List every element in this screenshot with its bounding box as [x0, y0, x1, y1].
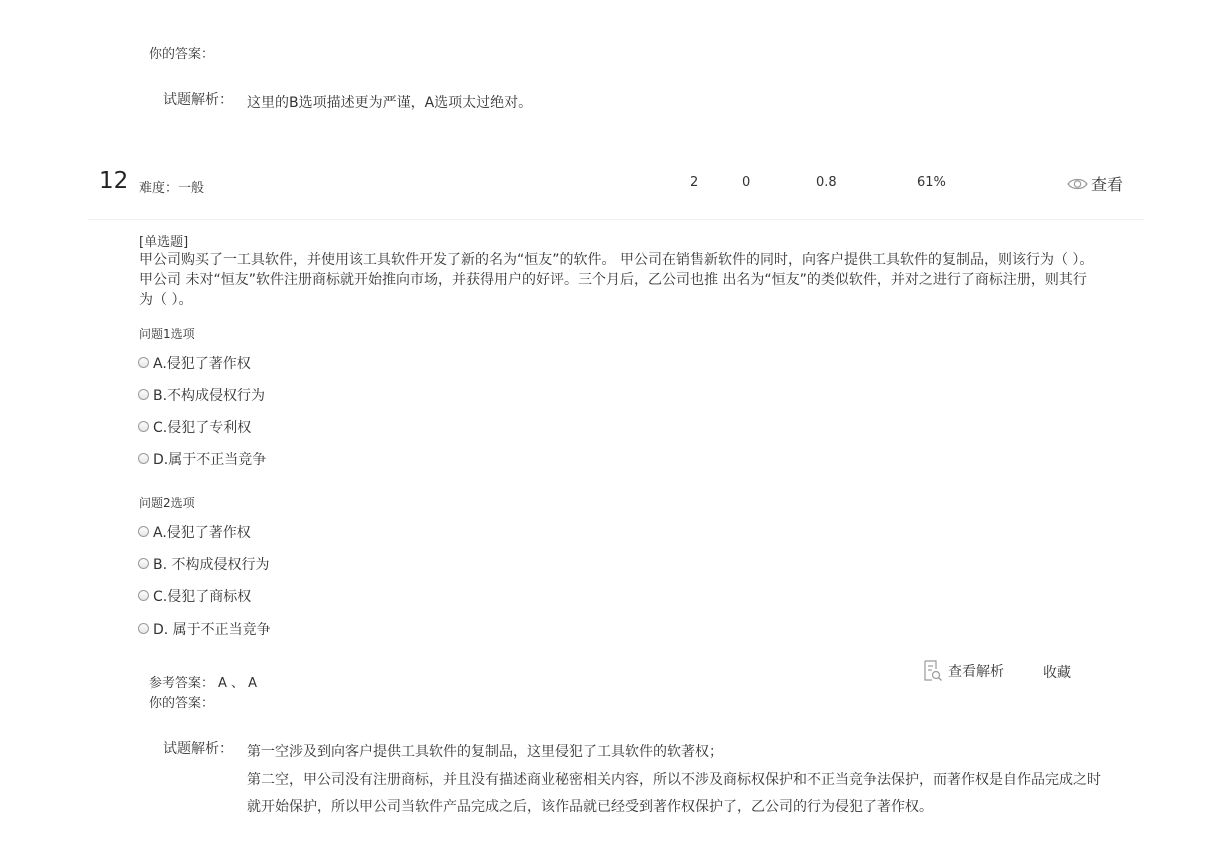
- radio-button[interactable]: [138, 389, 149, 400]
- view-label: 查看: [1091, 175, 1124, 194]
- analysis-line-2: 第二空，甲公司没有注册商标，并且没有描述商业秘密相关内容，所以不涉及商标权保护和不正当竞争法保护，而著作权是自作品完成之时: [247, 772, 1101, 788]
- radio-button[interactable]: [138, 558, 149, 569]
- q2-option-b[interactable]: B. 不构成侵权行为: [138, 554, 270, 574]
- q2-option-d[interactable]: D. 属于不正当竞争: [138, 619, 271, 639]
- analysis-line-1: 第一空涉及到向客户提供工具软件的复制品，这里侵犯了工具软件的软著权；: [247, 744, 723, 760]
- q1-option-c[interactable]: C.侵犯了专利权: [138, 417, 251, 437]
- view-button[interactable]: [1067, 172, 1123, 195]
- stat-1: 2: [690, 175, 699, 190]
- difficulty: [139, 177, 204, 196]
- question-type: [单选题]: [139, 235, 189, 250]
- difficulty-label: 难度：: [139, 181, 179, 196]
- your-answer-label: 你的答案：: [149, 47, 215, 62]
- eye-icon: [1067, 177, 1088, 191]
- radio-button[interactable]: [138, 590, 149, 601]
- radio-button[interactable]: [138, 623, 149, 634]
- q2-option-c[interactable]: C.侵犯了商标权: [138, 586, 251, 606]
- question-text: 甲公司购买了一工具软件，并使用该工具软件开发了新的名为“恒友”的软件。 甲公司在销售新软件的同时，向客户提供工具软件的复制品，则该行为（ ）。甲公司 未对“恒友”软件注册商标就开始推向市场，并获得用户的好评。三个月后，乙公司也推 出名为“恒友”的类似软件，并对之进行了商标注册，则其行为（ ）。: [139, 252, 1094, 308]
- view-analysis-button[interactable]: [923, 660, 1004, 682]
- reference-answer: [149, 672, 257, 691]
- analysis-label-2: 试题解析：: [163, 741, 233, 757]
- reference-answer-value: A 、 A: [218, 676, 258, 691]
- analysis-line-3: 就开始保护，所以甲公司当软件产品完成之后，该作品就已经受到著作权保护了，乙公司的行为侵犯了著作权。: [247, 799, 933, 815]
- view-analysis-label: 查看解析: [948, 664, 1004, 680]
- favorite-button[interactable]: 收藏: [1043, 665, 1071, 681]
- q2-option-a[interactable]: A.侵犯了著作权: [138, 522, 251, 542]
- question-number: 12: [99, 168, 129, 194]
- stat-4: 61%: [917, 175, 946, 190]
- q1-option-b[interactable]: B.不构成侵权行为: [138, 385, 265, 405]
- q1-option-a[interactable]: A.侵犯了著作权: [138, 353, 251, 373]
- header-divider: [88, 219, 1144, 220]
- radio-button[interactable]: [138, 357, 149, 368]
- q1-option-d[interactable]: D.属于不正当竞争: [138, 449, 266, 469]
- radio-button[interactable]: [138, 453, 149, 464]
- group1-title: 问题1选项: [139, 327, 195, 341]
- reference-answer-label: 参考答案：: [149, 676, 215, 691]
- radio-button[interactable]: [138, 421, 149, 432]
- stat-2: 0: [742, 175, 751, 190]
- difficulty-value: 一般: [178, 181, 205, 196]
- your-answer-label-2: 你的答案：: [149, 696, 215, 711]
- stat-3: 0.8: [816, 175, 837, 190]
- analysis-text: 这里的B选项描述更为严谨，A选项太过绝对。: [247, 95, 533, 111]
- document-search-icon: [923, 660, 943, 682]
- analysis-label: 试题解析：: [163, 92, 233, 108]
- group2-title: 问题2选项: [139, 496, 195, 510]
- radio-button[interactable]: [138, 526, 149, 537]
